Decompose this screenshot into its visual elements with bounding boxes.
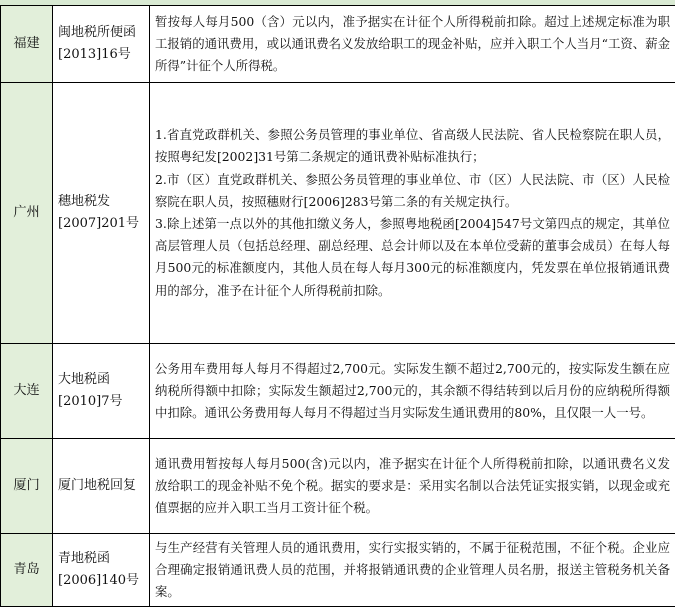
table-row [1, 6, 675, 83]
document-number-cell: 厦门地税回复 [53, 439, 150, 534]
policy-paragraph: 暂按每人每月500（含）元以内，准予据实在计征个人所得税前扣除。超过上述规定标准为职工报销的通讯费用，或以通讯费名义发放给职工的现金补贴，应并入职工个人当月“工资、薪金所得”计征个人所得税。 [155, 13, 670, 74]
tax-policy-table [0, 5, 675, 607]
document-number-cell: 大地税函[2010]7号 [53, 344, 150, 439]
table-row [1, 83, 675, 344]
policy-paragraph: 1.省直党政群机关、参照公务员管理的事业单位、省高级人民法院、省人民检察院在职人员，按照粤纪发[2002]31号第二条规定的通讯费补贴标准执行； [155, 127, 670, 165]
table-row [1, 344, 675, 439]
city-cell: 厦门 [1, 439, 53, 534]
table-row [1, 534, 675, 607]
city-cell: 大连 [1, 344, 53, 439]
document-number-cell: 闽地税所便函[2013]16号 [53, 6, 150, 83]
policy-paragraph: 公务用车费用每人每月不得超过2,700元。实际发生额不超过2,700元的，按实际发生额在应纳税所得额中扣除；实际发生额超过2,700元的，其余额不得结转到以后月份的应纳税所得额中扣除。通讯公务费用每人每月不得超过当月实际发生通讯费用的80%，且仅限一人一号。 [155, 360, 670, 421]
policy-paragraph: 与生产经营有关管理人员的通讯费用，实行实报实销的，不属于征税范围，不征个税。企业应合理确定报销通讯费人员的范围，并将报销通讯费的企业管理人员名册，报送主管税务机关备案。 [155, 539, 670, 600]
policy-paragraph: 2.市（区）直党政群机关、参照公务员管理的事业单位、市（区）人民法院、市（区）人民检察院在职人员，按照穗财行[2006]283号第二条的有关规定执行。 [155, 171, 670, 209]
policy-paragraph: 3.除上述第一点以外的其他扣缴义务人，参照粤地税函[2004]547号文第四点的规定，其单位高层管理人员（包括总经理、副总经理、总会计师以及在本单位受薪的董事会成员）在每人每月500元的标准额度内，其他人员在每人每月300元的标准额度内，凭发票在单位报销通讯费用的部分，准予在计征个人所得税前扣除。 [155, 216, 670, 298]
policy-content-cell [150, 439, 675, 534]
policy-content-cell [150, 534, 675, 607]
city-cell: 青岛 [1, 534, 53, 607]
table-row [1, 439, 675, 534]
policy-content-cell [150, 83, 675, 344]
policy-content-cell [150, 344, 675, 439]
city-cell: 福建 [1, 6, 53, 83]
document-number-cell: 青地税函[2006]140号 [53, 534, 150, 607]
document-number-cell: 穗地税发[2007]201号 [53, 83, 150, 344]
city-cell: 广州 [1, 83, 53, 344]
policy-content-cell [150, 6, 675, 83]
policy-paragraph: 通讯费用暂按每人每月500(含)元以内，准予据实在计征个人所得税前扣除，以通讯费名义发放给职工的现金补贴不免个税。据实的要求是：采用实名制以合法凭证实报实销，以现金或充值票据的应并入职工当月工资计征个税。 [155, 455, 670, 516]
